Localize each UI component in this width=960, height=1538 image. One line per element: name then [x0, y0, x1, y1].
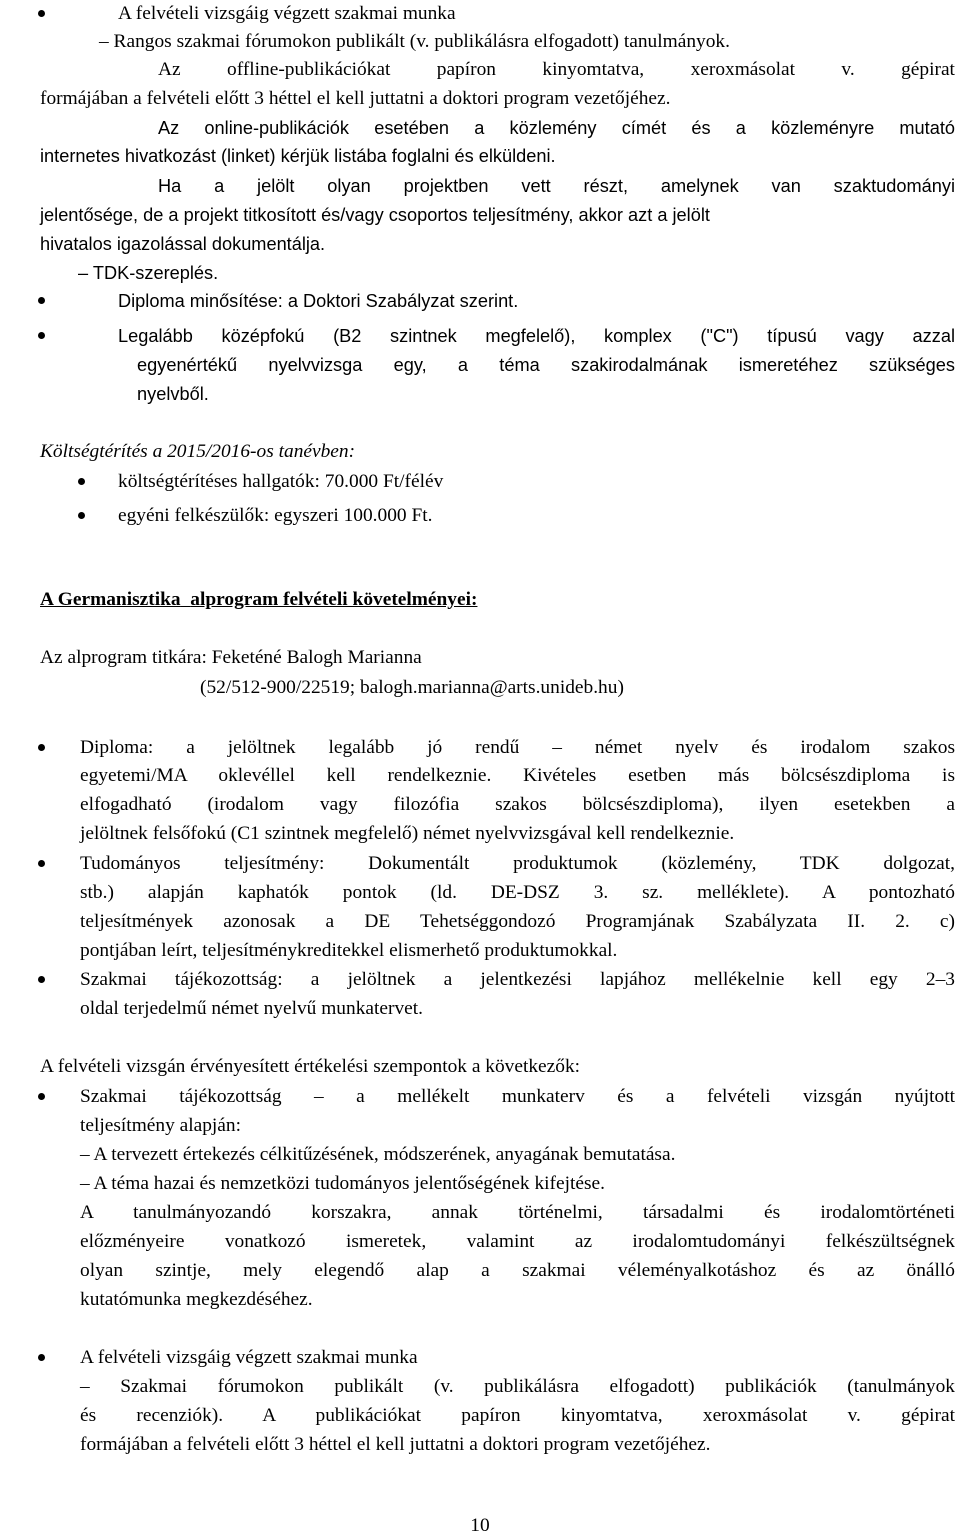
- requirement-line: pontjában leírt, teljesítménykreditekkel elismerhető produktumokkal.: [80, 940, 618, 961]
- evaluation-line: A tanulmányozandó korszakra, annak történelmi, társadalmi és irodalomtörténeti: [80, 1202, 955, 1223]
- bullet: [38, 10, 45, 17]
- dash-item: – A téma hazai és nemzetközi tudományos jelentőségének kifejtése.: [80, 1173, 605, 1194]
- dash-item: – A tervezett értekezés célkitűzésének, módszerének, anyagának bemutatása.: [80, 1144, 676, 1165]
- section-title: [40, 588, 477, 612]
- section-title-part1: A Germanisztika: [40, 589, 181, 610]
- evaluation-line: Szakmai tájékozottság – a mellékelt munkaterv és a felvételi vizsgán nyújtott: [80, 1086, 955, 1107]
- bullet: [78, 512, 85, 519]
- bullet: [38, 332, 45, 339]
- evaluation-line: és recenziók). A publikációkat papíron kinyomtatva, xeroxmásolat v. gépirat: [80, 1405, 955, 1426]
- list-item: Legalább középfokú (B2 szintnek megfelelő), komplex ("C") típusú vagy azzal: [118, 326, 955, 346]
- requirement-line: elfogadható (irodalom vagy filozófia szakos bölcsészdiploma), ilyen esetekben a: [80, 794, 955, 815]
- paragraph-line: hivatalos igazolással dokumentálja.: [40, 234, 326, 254]
- paragraph-line: Az offline-publikációkat papíron kinyomtatva, xeroxmásolat v. gépirat: [158, 59, 955, 80]
- requirement-line: egyetemi/MA oklevéllel kell rendelkeznie. Kivételes esetben más bölcsészdiploma is: [80, 765, 955, 786]
- requirement-line: Tudományos teljesítmény: Dokumentált produktumok (közlemény, TDK dolgozat,: [80, 853, 955, 874]
- fee-item: költségtérítéses hallgatók: 70.000 Ft/félév: [118, 471, 444, 492]
- section-title-part2: alprogram felvételi követelményei:: [190, 589, 478, 610]
- bullet: [38, 860, 45, 867]
- bullet: [78, 478, 85, 485]
- paragraph-line: formájában a felvételi előtt 3 héttel el kell juttatni a doktori program vezetőjéhez.: [40, 88, 671, 109]
- list-item: nyelvből.: [137, 384, 209, 404]
- fee-item: egyéni felkészülők: egyszeri 100.000 Ft.: [118, 505, 433, 526]
- evaluation-line: előzményeire vonatkozó ismeretek, valamint az irodalomtudományi felkészültségnek: [80, 1231, 955, 1252]
- dash-item: – TDK-szereplés.: [78, 263, 219, 283]
- evaluation-line: formájában a felvételi előtt 3 héttel el kell juttatni a doktori program vezetőjéhez.: [80, 1434, 711, 1455]
- dash-item: – Szakmai fórumokon publikált (v. publikálásra elfogadott) publikációk (tanulmányok: [80, 1376, 955, 1397]
- requirement-line: jelöltnek felsőfokú (C1 szintnek megfelelő) német nyelvvizsgával kell rendelkeznie.: [80, 823, 735, 844]
- evaluation-line: olyan szintje, mely elegendő alap a szakmai véleményalkotáshoz és az önálló: [80, 1260, 955, 1281]
- bullet: [38, 297, 45, 304]
- evaluation-line: kutatómunka megkezdéséhez.: [80, 1289, 313, 1310]
- requirement-line: Szakmai tájékozottság: a jelöltnek a jelentkezési lapjához mellékelnie kell egy 2–3: [80, 969, 955, 990]
- bullet: [38, 976, 45, 983]
- page-number: 10: [470, 1515, 490, 1536]
- evaluation-line: A felvételi vizsgáig végzett szakmai munka: [80, 1347, 418, 1368]
- paragraph-line: Az online-publikációk esetében a közlemény címét és a közleményre mutató: [158, 118, 955, 138]
- requirement-line: Diploma: a jelöltnek legalább jó rendű – német nyelv és irodalom szakos: [80, 737, 955, 758]
- list-item: Diploma minősítése: a Doktori Szabályzat szerint.: [118, 291, 519, 311]
- paragraph-line: Ha a jelölt olyan projektben vett részt, amelynek van szaktudományi: [158, 176, 955, 196]
- list-item: A felvételi vizsgáig végzett szakmai munka: [118, 3, 456, 24]
- secretary-line: Az alprogram titkára: Feketéné Balogh Marianna: [40, 647, 422, 668]
- contact-line: (52/512-900/22519; balogh.marianna@arts.unideb.hu): [200, 677, 624, 698]
- requirement-line: stb.) alapján kaphatók pontok (ld. DE-DSZ 3. sz. melléklete). A pontozható: [80, 882, 955, 903]
- bullet: [38, 1354, 45, 1361]
- list-item: egyenértékű nyelvvizsga egy, a téma szakirodalmának ismeretéhez szükséges: [137, 355, 955, 375]
- dash-item: – Rangos szakmai fórumokon publikált (v. publikálásra elfogadott) tanulmányok.: [99, 31, 730, 52]
- evaluation-line: teljesítmény alapján:: [80, 1115, 241, 1136]
- evaluation-heading: A felvételi vizsgán érvényesített értékelési szempontok a következők:: [40, 1056, 581, 1077]
- paragraph-line: internetes hivatkozást (linket) kérjük listába foglalni és elküldeni.: [40, 146, 556, 166]
- requirement-line: teljesítmények azonosak a DE Tehetséggondozó Programjának Szabályzata II. 2. c): [80, 911, 955, 932]
- bullet: [38, 1093, 45, 1100]
- bullet: [38, 744, 45, 751]
- fees-heading: Költségtérítés a 2015/2016-os tanévben:: [40, 441, 356, 462]
- paragraph-line: jelentősége, de a projekt titkosított és/vagy csoportos teljesítmény, akkor azt a jelölt: [40, 205, 710, 225]
- requirement-line: oldal terjedelmű német nyelvű munkatervet.: [80, 998, 423, 1019]
